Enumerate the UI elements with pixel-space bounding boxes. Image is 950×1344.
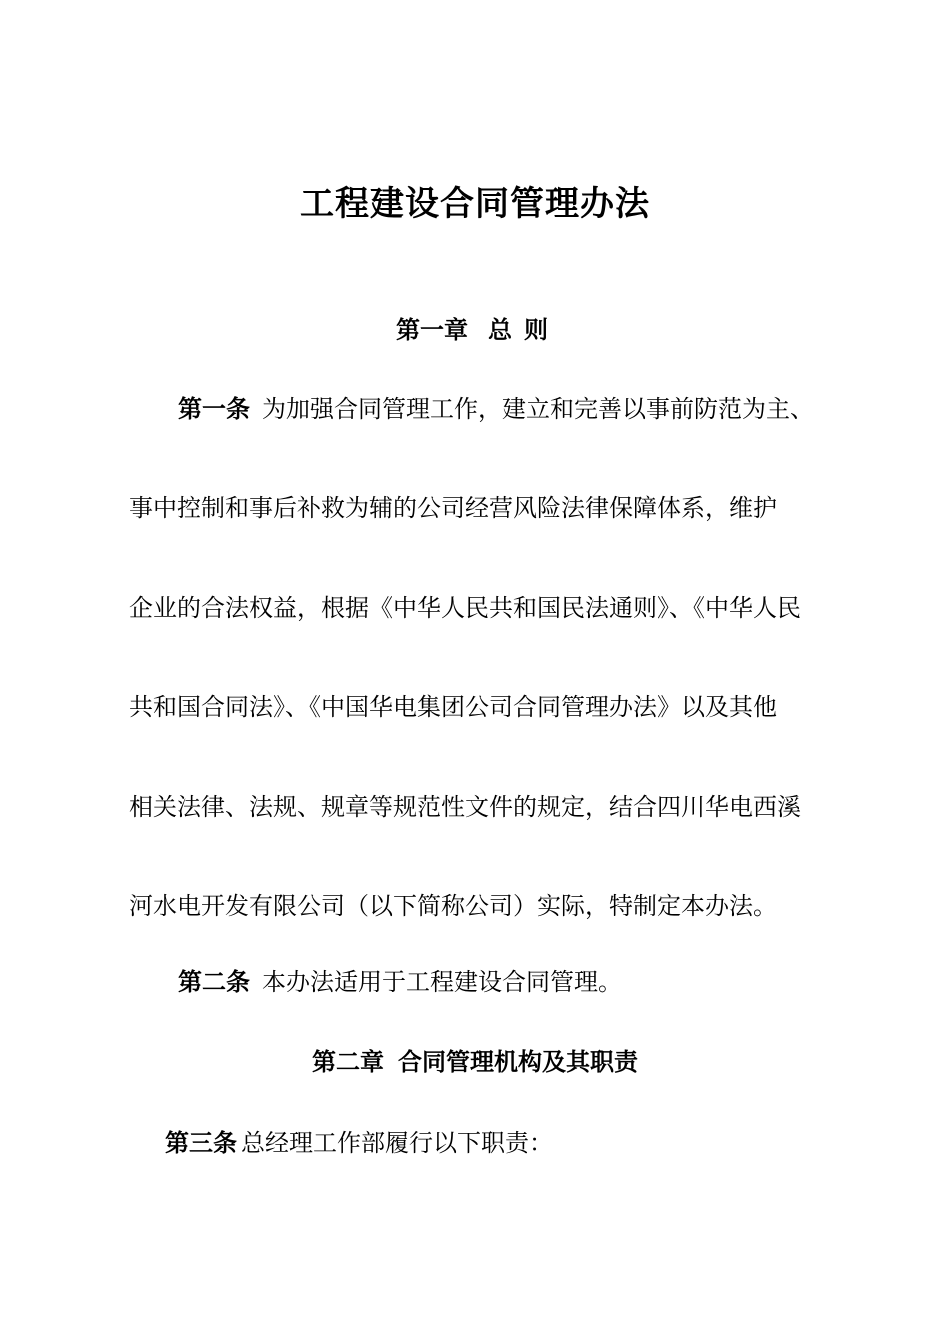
article-1-label: 第一条 bbox=[178, 394, 250, 423]
article-2 bbox=[178, 965, 878, 999]
chapter-1-word-1: 总 bbox=[488, 315, 512, 344]
article-1-line-1 bbox=[178, 392, 878, 426]
article-1-line-4: 共和国合同法》、《中国华电集团公司合同管理办法》以及其他 bbox=[129, 693, 777, 721]
article-3 bbox=[165, 1126, 865, 1160]
article-3-text: 总经理工作部履行以下职责： bbox=[241, 1129, 553, 1157]
article-2-text: 本办法适用于工程建设合同管理。 bbox=[262, 968, 622, 996]
article-1-line-2: 事中控制和事后补救为辅的公司经营风险法律保障体系，维护 bbox=[129, 494, 777, 522]
article-3-label: 第三条 bbox=[165, 1128, 237, 1157]
document-title: 工程建设合同管理办法 bbox=[300, 184, 650, 224]
article-1-line-5: 相关法律、法规、规章等规范性文件的规定，结合四川华电西溪 bbox=[129, 793, 801, 821]
article-2-label: 第二条 bbox=[178, 967, 250, 996]
chapter-2-label: 第二章 bbox=[312, 1047, 384, 1076]
chapter-1-label: 第一章 bbox=[396, 315, 468, 344]
article-1-text-1: 为加强合同管理工作，建立和完善以事前防范为主、 bbox=[262, 395, 814, 423]
chapter-2-heading bbox=[0, 1042, 950, 1077]
article-1-line-6: 河水电开发有限公司（以下简称公司）实际，特制定本办法。 bbox=[129, 892, 777, 920]
chapter-1-word-2: 则 bbox=[524, 315, 548, 344]
article-1-line-3: 企业的合法权益，根据《中华人民共和国民法通则》、《中华人民 bbox=[129, 594, 801, 622]
chapter-2-title: 合同管理机构及其职责 bbox=[398, 1047, 638, 1076]
chapter-1-heading bbox=[0, 310, 950, 345]
